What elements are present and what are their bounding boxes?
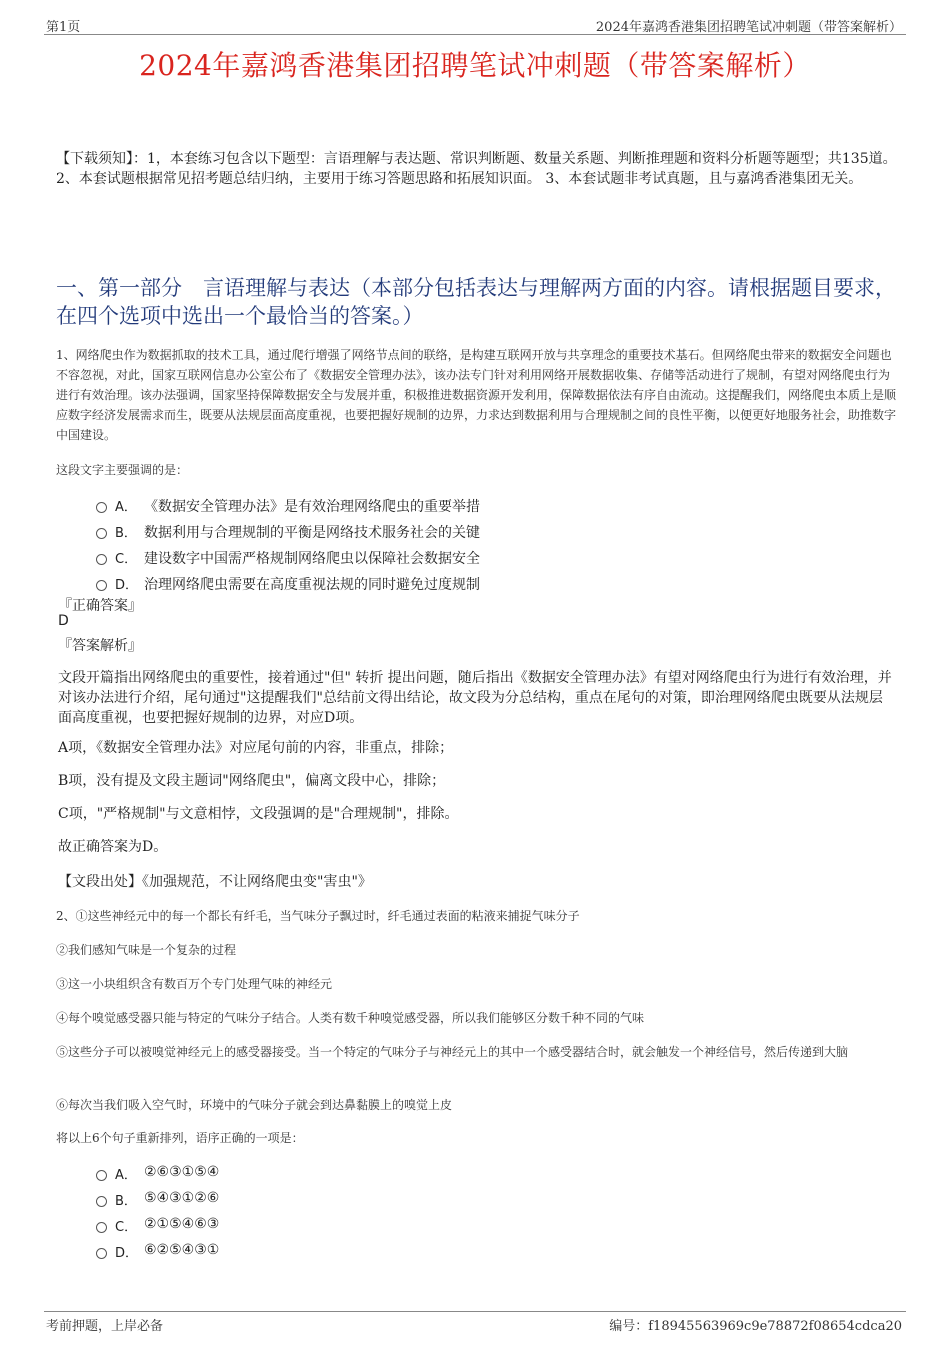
- radio-icon[interactable]: [96, 1222, 107, 1233]
- document-title: 2024年嘉鸿香港集团招聘笔试冲刺题（带答案解析）: [139, 49, 811, 82]
- footer-slogan: 考前押题，上岸必备: [46, 1319, 164, 1334]
- option-text: ②⑥③①⑤④: [144, 1164, 220, 1180]
- correct-answer-label: 『正确答案』: [58, 598, 142, 614]
- option-text: ②①⑤④⑥③: [144, 1216, 220, 1232]
- analysis-option-c: C项，"严格规制"与文意相悖，文段强调的是"合理规制"，排除。: [58, 806, 459, 822]
- document-code: 编号：f18945563969c9e78872f08654cdca20: [609, 1319, 902, 1334]
- option-letter: C．: [115, 1220, 138, 1235]
- radio-icon[interactable]: [96, 1196, 107, 1207]
- q1-option-b[interactable]: [96, 522, 896, 544]
- q1-option-d[interactable]: [96, 574, 896, 596]
- option-letter: A．: [115, 1168, 137, 1183]
- radio-icon[interactable]: [96, 1248, 107, 1259]
- download-notice: 【下载须知】：1，本套练习包含以下题型：言语理解与表达题、常识判断题、数量关系题、判断推理题和资料分析题等题型；共135道。 2、本套试题根据常见招考题总结归纳，主要用于练习答题思路和拓展知识面。 3、本套试题非考试真题，且与嘉鸿香港集团无关。: [56, 151, 897, 187]
- page-header: [44, 14, 906, 35]
- option-letter: C．: [115, 552, 138, 567]
- question-1-prompt: 这段文字主要强调的是：: [56, 463, 189, 477]
- radio-icon[interactable]: [96, 554, 107, 565]
- correct-answer: D: [58, 613, 69, 629]
- q2-option-b[interactable]: [96, 1190, 896, 1212]
- question-1-passage: 1、网络爬虫作为数据抓取的技术工具，通过爬行增强了网络节点间的联络，是构建互联网开放与共享理念的重要技术基石。但网络爬虫带来的数据安全问题也不容忽视，对此，国家互联网信息办公室公布了《数据安全管理办法》，该办法专门针对利用网络开展数据收集、存储等活动进行了规制，有望对网络爬虫行为进行有效治理。该办法强调，国家坚持保障数据安全与发展并重，积极推进数据资源开发利用，保障数据依法有序自由流动。这提醒我们，网络爬虫本质上是顺应数字经济发展需求而生，既要从法规层面高度重视，也要把握好规制的边界，力求达到数据利用与合理规制之间的良性平衡，以便更好地服务社会，助推数字中国建设。: [56, 348, 897, 442]
- page-number: 第1页: [46, 20, 81, 35]
- q2-sentence-6: ⑥每次当我们吸入空气时，环境中的气味分子就会到达鼻黏膜上的嗅觉上皮: [56, 1098, 453, 1112]
- analysis-option-a: A项，《数据安全管理办法》对应尾句前的内容，非重点，排除；: [58, 740, 454, 756]
- q2-sentence-1: 2、①这些神经元中的每一个都长有纤毛，当气味分子飘过时，纤毛通过表面的粘液来捕捉气味分子: [56, 909, 580, 923]
- analysis-label: 『答案解析』: [58, 638, 142, 654]
- q2-sentence-5: ⑤这些分子可以被嗅觉神经元上的感受器接受。当一个特定的气味分子与神经元上的其中一个感受器结合时，就会触发一个神经信号，然后传递到大脑: [56, 1045, 849, 1059]
- passage-source: 【文段出处】《加强规范，不让网络爬虫变"害虫"》: [58, 874, 372, 890]
- q1-option-c[interactable]: [96, 548, 896, 570]
- option-letter: A．: [115, 500, 137, 515]
- q2-sentence-2: ②我们感知气味是一个复杂的过程: [56, 943, 237, 957]
- option-letter: D．: [115, 578, 139, 593]
- analysis-option-b: B项，没有提及文段主题词"网络爬虫"，偏离文段中心，排除；: [58, 773, 446, 789]
- page-footer: [44, 1311, 906, 1332]
- q1-option-a[interactable]: [96, 496, 896, 518]
- option-text: 治理网络爬虫需要在高度重视法规的同时避免过度规制: [144, 577, 480, 593]
- analysis-text: 文段开篇指出网络爬虫的重要性，接着通过"但" 转折 提出问题，随后指出《数据安全管理办法》有望对网络爬虫行为进行有效治理，并对该办法进行介绍，尾句通过"这提醒我们"总结前文得出结论，故文段为分总结构，重点在尾句的对策，即治理网络爬虫既要从法规层面高度重视，也要把握好规制的边界，对应D项。: [58, 670, 892, 726]
- q2-sentence-4: ④每个嗅觉感受器只能与特定的气味分子结合。人类有数千种嗅觉感受器，所以我们能够区分数千种不同的气味: [56, 1011, 645, 1025]
- option-letter: B．: [115, 1194, 137, 1209]
- question-2-prompt: 将以上6个句子重新排列，语序正确的一项是：: [56, 1131, 304, 1145]
- option-text: ⑥②⑤④③①: [144, 1242, 220, 1258]
- analysis-conclusion: 故正确答案为D。: [58, 839, 168, 855]
- radio-icon[interactable]: [96, 528, 107, 539]
- radio-icon[interactable]: [96, 502, 107, 513]
- option-text: 《数据安全管理办法》是有效治理网络爬虫的重要举措: [144, 499, 480, 515]
- option-letter: B．: [115, 526, 137, 541]
- radio-icon[interactable]: [96, 580, 107, 591]
- header-doc-title: 2024年嘉鸿香港集团招聘笔试冲刺题（带答案解析）: [595, 20, 902, 35]
- section-heading: 一、第一部分 言语理解与表达（本部分包括表达与理解两方面的内容。请根据题目要求，在四个选项中选出一个最恰当的答案。）: [56, 276, 896, 328]
- option-letter: D．: [115, 1246, 139, 1261]
- q2-option-c[interactable]: [96, 1216, 896, 1238]
- q2-option-d[interactable]: [96, 1242, 896, 1264]
- option-text: 建设数字中国需严格规制网络爬虫以保障社会数据安全: [144, 551, 480, 567]
- option-text: 数据利用与合理规制的平衡是网络技术服务社会的关键: [144, 525, 480, 541]
- radio-icon[interactable]: [96, 1170, 107, 1181]
- q2-sentence-3: ③这一小块组织含有数百万个专门处理气味的神经元: [56, 977, 333, 991]
- option-text: ⑤④③①②⑥: [144, 1190, 220, 1206]
- q2-option-a[interactable]: [96, 1164, 896, 1186]
